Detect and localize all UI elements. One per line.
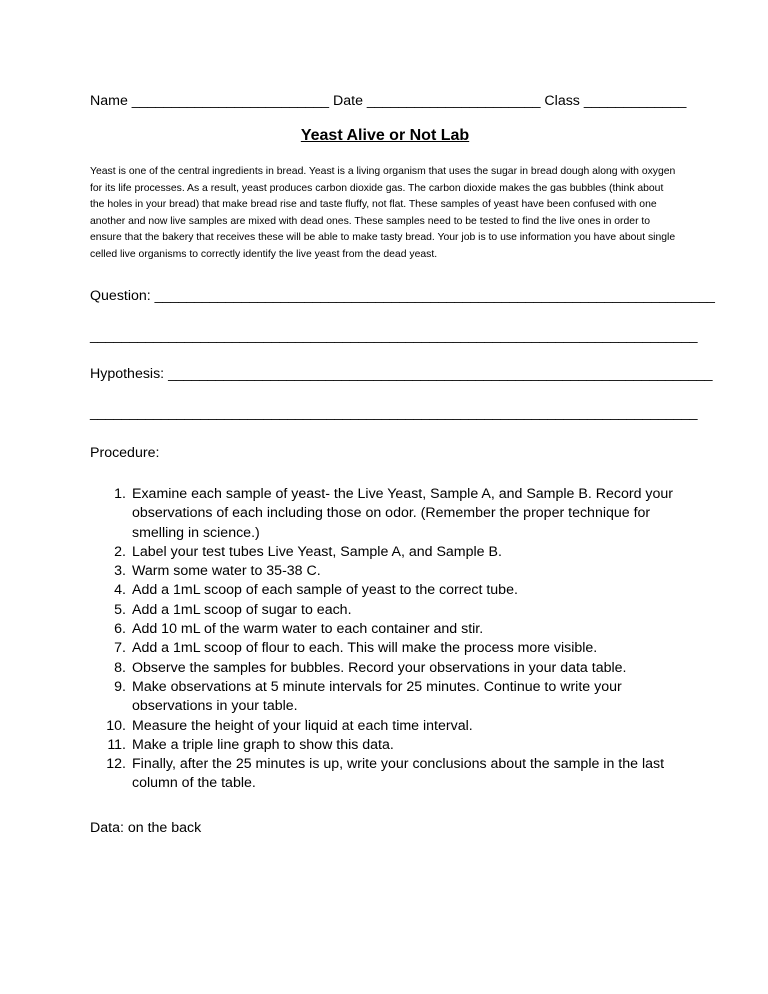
step-text: Make observations at 5 minute intervals for 25 minutes. Continue to write your observations in your table. [132,678,622,715]
step-text: Label your test tubes Live Yeast, Sample A, and Sample B. [132,543,502,560]
step-number: 3. [114,563,126,580]
step-number: 12. [106,756,126,773]
data-note: Data: on the back [90,820,202,836]
intro-paragraph: Yeast is one of the central ingredients in bread. Yeast is a living organism that uses the sugar in bread dough along with oxygen for its life processes. As a result, yeast produces carbon dioxide gas. The carbon dioxide makes the gas bubbles (think about the holes in your bread) that make bread rise and taste fluffy, not flat. These samples of yeast have been confused with one another and now live samples are mixed with dead ones. These samples need to be tested to find the live ones in order to ensure that the bakery that receives these will be able to make tasty bread. Your job is to use information you have about single celled live organisms to correctly identify the live yeast from the dead yeast. [90,166,676,260]
step-text: Make a triple line graph to show this data. [132,736,394,753]
procedure-step [90,755,680,794]
step-number: 9. [114,678,126,695]
step-number: 6. [114,621,126,638]
step-text: Add a 1mL scoop of each sample of yeast to the correct tube. [132,582,518,599]
step-text: Finally, after the 25 minutes is up, write your conclusions about the sample in the last column of the table. [132,756,665,792]
step-number: 8. [114,659,126,676]
procedure-step [90,736,680,755]
hypothesis-line: Hypothesis: _____________________________________________________________________ [90,366,713,382]
step-number: 2. [114,543,126,560]
procedure-step [90,543,680,562]
step-number: 5. [114,601,126,618]
step-text: Examine each sample of yeast- the Live Yeast, Sample A, and Sample B. Record your observations of each including those on odor. (Remember the proper technique for smelling in science.) [132,486,674,541]
step-text: Add a 1mL scoop of flour to each. This will make the process more visible. [132,640,598,657]
procedure-step [90,485,680,543]
step-number: 4. [114,582,126,599]
step-text: Add a 1mL scoop of sugar to each. [132,601,352,618]
procedure-step [90,717,680,736]
procedure-step [90,639,680,658]
procedure-step [90,601,680,620]
question-line: Question: _______________________________________________________________________ [90,288,715,304]
step-number: 1. [114,486,126,502]
step-number: 11. [107,736,126,753]
procedure-step [90,562,680,581]
name-date-class-line: Name _________________________ Date ______________________ Class _____________ [90,93,687,109]
procedure-step [90,659,680,678]
hypothesis-blank-line: _____________________________________________________________________________ [90,405,698,421]
step-text: Add 10 mL of the warm water to each container and stir. [132,621,484,638]
procedure-step [90,581,680,600]
step-number: 10. [106,717,126,734]
page-title: Yeast Alive or Not Lab [300,127,470,144]
procedure-step [90,678,680,717]
step-text: Warm some water to 35-38 C. [132,563,321,580]
procedure-heading: Procedure: [90,445,160,461]
procedure-steps [90,485,680,794]
question-blank-line: _____________________________________________________________________________ [90,328,698,344]
procedure-step [90,620,680,639]
step-text: Observe the samples for bubbles. Record your observations in your data table. [132,659,627,676]
step-text: Measure the height of your liquid at each time interval. [132,717,473,734]
step-number: 7. [114,640,126,657]
